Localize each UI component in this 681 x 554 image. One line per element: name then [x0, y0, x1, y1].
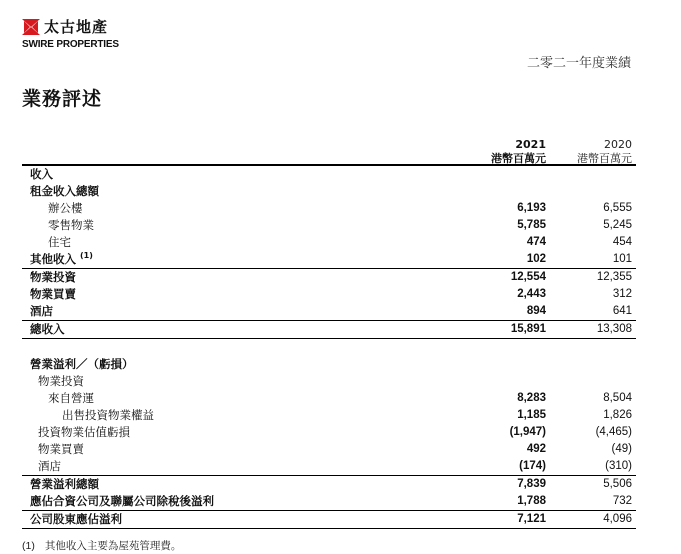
report-title: 二零二一年度業績	[526, 56, 631, 71]
row-label: 投資物業估值虧損	[38, 425, 130, 439]
value-2020: 732	[612, 495, 632, 507]
column-unit: 港幣百萬元	[491, 152, 546, 165]
column-unit: 港幣百萬元	[577, 152, 632, 165]
row-label: 公司股東應佔溢利	[22, 511, 480, 529]
row-label: 物業買賣	[30, 287, 76, 301]
table-row	[22, 165, 636, 183]
table-row	[22, 458, 636, 476]
value-2021: 492	[526, 443, 546, 455]
brand-logo	[22, 16, 142, 50]
row-label: 總收入	[22, 321, 480, 339]
row-label: 物業投資	[22, 269, 480, 287]
value-2020	[546, 373, 636, 390]
row-label: 應佔合資公司及聯屬公司除稅後溢利	[30, 494, 214, 508]
value-2020	[546, 165, 636, 183]
page-title: 業務評述	[22, 88, 103, 110]
table-row	[22, 251, 636, 269]
financial-table	[22, 164, 636, 529]
footnote-ref: (1)	[80, 251, 93, 261]
column-year: 2021	[515, 138, 546, 151]
value-2021: 894	[526, 305, 546, 317]
brand-name-cn: 太古地產	[44, 18, 109, 36]
value-2020: 5,506	[546, 476, 636, 494]
value-2020	[546, 183, 636, 200]
column-header-2020	[560, 138, 632, 166]
row-label: 收入	[22, 165, 480, 183]
value-2021: 6,193	[517, 202, 546, 214]
value-2021: 7,121	[480, 511, 546, 529]
table-row	[22, 511, 636, 529]
row-label	[22, 251, 480, 269]
value-2021: (1,947)	[509, 426, 546, 438]
swire-flag-icon	[22, 19, 40, 35]
value-2020: 13,308	[546, 321, 636, 339]
table-row	[22, 183, 636, 200]
value-2021: 15,891	[480, 321, 546, 339]
table-row	[22, 424, 636, 441]
value-2021: 5,785	[517, 219, 546, 231]
table-row	[22, 356, 636, 373]
column-year: 2020	[604, 138, 632, 151]
value-2020	[546, 356, 636, 373]
table-row	[22, 234, 636, 251]
row-label: 酒店	[38, 459, 61, 473]
table-row	[22, 269, 636, 287]
row-label-text: 其他收入	[30, 252, 76, 266]
value-2021	[480, 356, 546, 373]
column-header-2021	[480, 138, 546, 166]
value-2021: 2,443	[517, 288, 546, 300]
row-label: 酒店	[30, 304, 53, 318]
table-row	[22, 441, 636, 458]
row-label: 出售投資物業權益	[62, 408, 154, 422]
value-2020: (310)	[605, 460, 632, 472]
value-2020: 1,826	[603, 409, 632, 421]
table-row	[22, 217, 636, 234]
value-2021: 1,185	[517, 409, 546, 421]
value-2020: 5,245	[603, 219, 632, 231]
row-label: 住宅	[48, 235, 71, 249]
row-label: 來自營運	[48, 391, 94, 405]
table-row	[22, 303, 636, 321]
table-row	[22, 390, 636, 407]
table-spacer	[22, 339, 636, 357]
value-2020: 454	[612, 236, 632, 248]
value-2020: 8,504	[603, 392, 632, 404]
row-label: 租金收入總額	[30, 184, 99, 198]
row-label: 物業投資	[38, 374, 84, 388]
value-2020: (4,465)	[595, 426, 632, 438]
value-2020: 641	[612, 305, 632, 317]
table-row	[22, 373, 636, 390]
value-2020: 4,096	[546, 511, 636, 529]
value-2020: (49)	[611, 443, 632, 455]
value-2020: 101	[612, 253, 632, 265]
footnote-text: 其他收入主要為屋苑管理費。	[44, 540, 182, 552]
table-row	[22, 493, 636, 511]
value-2021: 8,283	[517, 392, 546, 404]
table-row	[22, 321, 636, 339]
value-2021: 1,788	[517, 495, 546, 507]
row-label: 辦公樓	[48, 201, 83, 215]
footnote	[22, 538, 181, 553]
row-label: 物業買賣	[38, 442, 84, 456]
row-label: 營業溢利／（虧損）	[30, 357, 134, 371]
footnote-mark: (1)	[22, 540, 35, 552]
value-2021: (174)	[519, 460, 546, 472]
value-2020: 6,555	[603, 202, 632, 214]
value-2021: 7,839	[480, 476, 546, 494]
value-2021: 474	[526, 236, 546, 248]
value-2021: 102	[526, 253, 546, 265]
row-label: 營業溢利總額	[22, 476, 480, 494]
table-row	[22, 286, 636, 303]
table-row	[22, 200, 636, 217]
row-label: 零售物業	[48, 218, 94, 232]
table-row	[22, 476, 636, 494]
table-row	[22, 407, 636, 424]
value-2021	[480, 373, 546, 390]
value-2021	[480, 165, 546, 183]
value-2020: 312	[612, 288, 632, 300]
value-2021: 12,554	[480, 269, 546, 287]
brand-name-en: SWIRE PROPERTIES	[22, 39, 119, 50]
value-2021	[480, 183, 546, 200]
value-2020: 12,355	[546, 269, 636, 287]
